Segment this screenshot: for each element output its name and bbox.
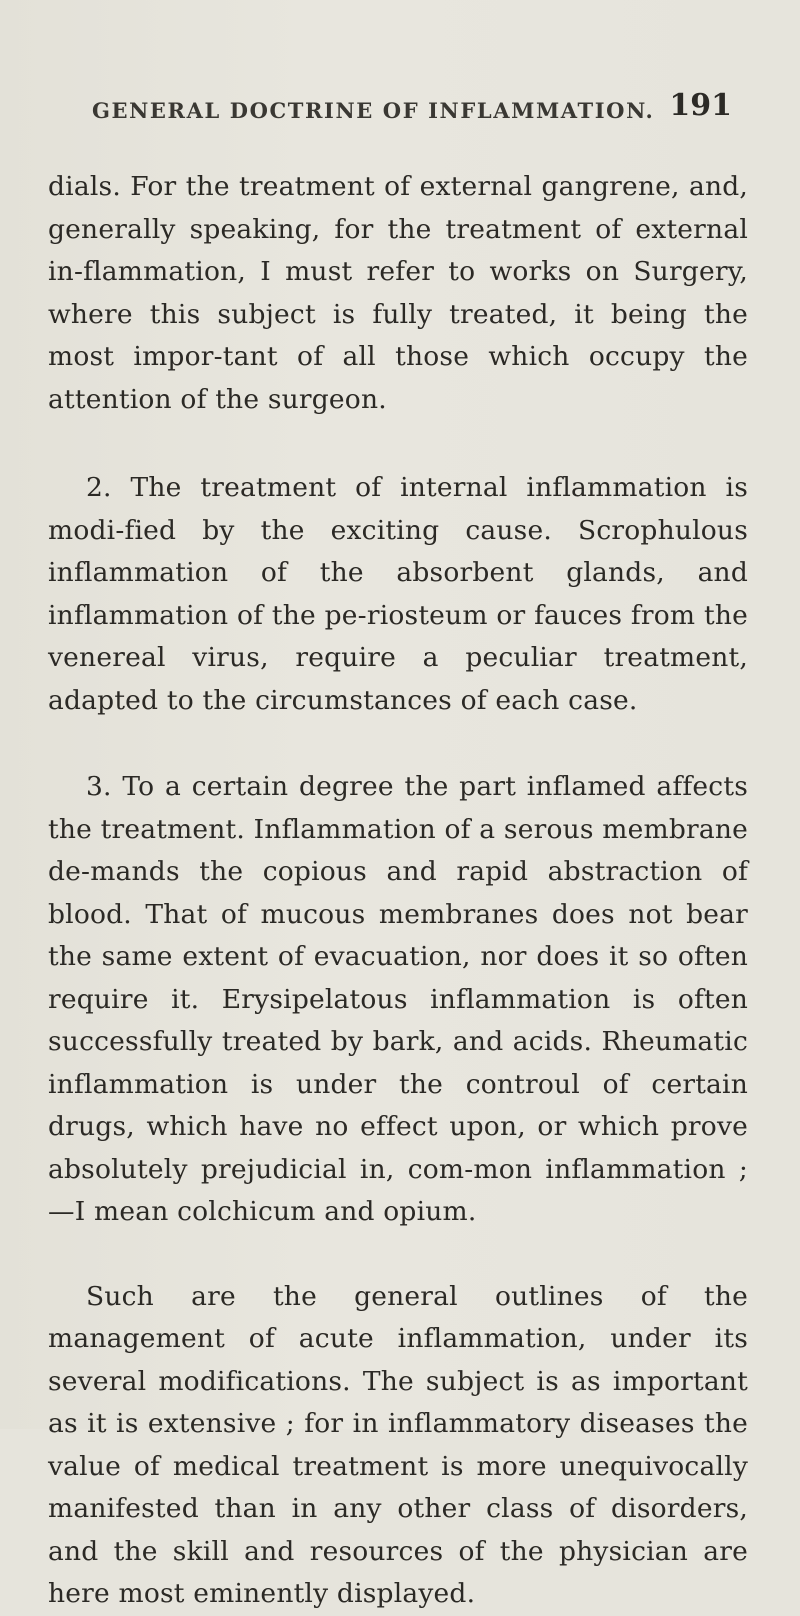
paragraph-internal-inflammation: 2. The treatment of internal inflammation is modi-fied by the exciting cause. Scrophulous inflammation of the absorbent glands, and inflammation of the pe-riosteum or fauces from the venereal virus, require a peculiar treatment, adapted to the circumstances of each case. [48,472,748,716]
paragraph-part-inflamed: 3. To a certain degree the part inflamed affects the treatment. Inflammation of a serous membrane de-mands the copious and rapid abstraction of blood. That of mucous membranes does not bear the same extent of evacuation, nor does it so often require it. Erysipelatous inflammation is often successfully treated by bark, and acids. Rheumatic inflammation is under the controul of certain drugs, which have no effect upon, or which prove absolutely prejudicial in, com-mon inflammation ;—I mean colchicum and opium. [48,771,749,1227]
running-title: GENERAL DOCTRINE OF INFLAMMATION. [92,98,655,123]
running-head [92,88,732,128]
page-number: 191 [669,88,732,123]
paragraph-gangrene-continuation: dials. For the treatment of external gangrene, and, generally speaking, for the treatment of external in-flammation, I must refer to works on Surgery, where this subject is fully treated, it being the most impor-tant of all those which occupy the attention of the surgeon. [48,171,748,415]
paragraph-general-outlines: Such are the general outlines of the management of acute inflammation, under its several modifications. The subject is as important as it is extensive ; for in inflammatory diseases the value of medical treatment is more unequivocally manifested than in any other class of disorders, and the skill and resources of the physician are here most eminently displayed. [48,1280,748,1609]
body-text [48,166,748,1616]
